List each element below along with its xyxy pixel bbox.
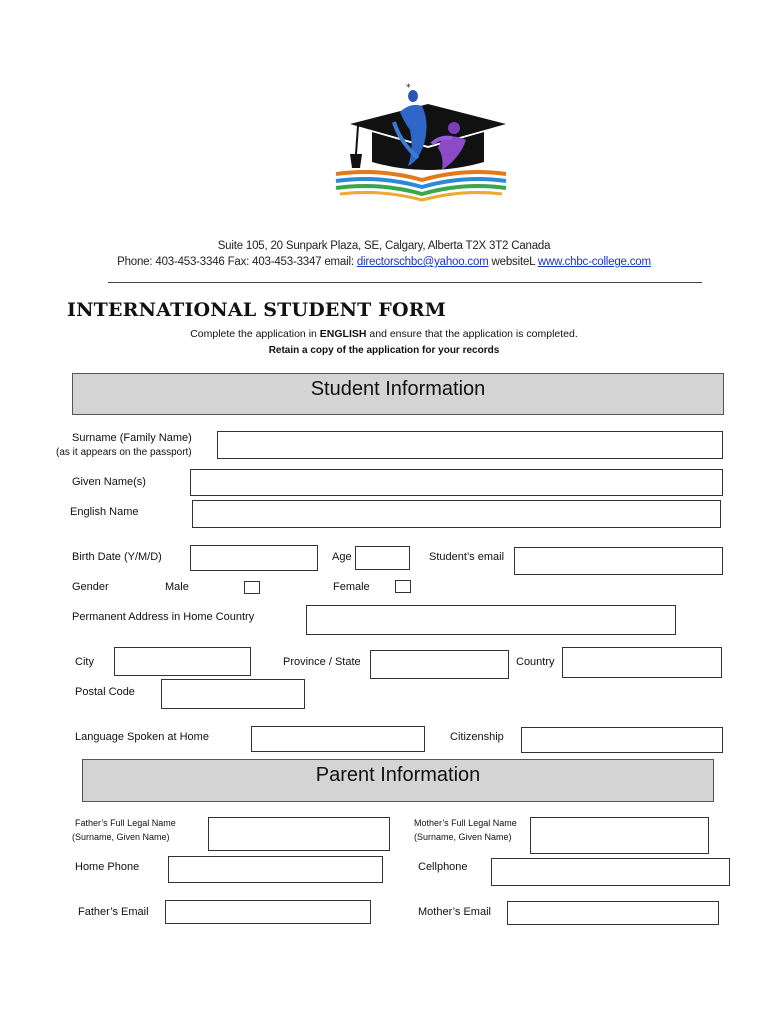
cellphone-label: Cellphone [418,861,468,873]
country-label: Country [516,656,555,668]
postal-code-field[interactable] [161,679,305,709]
permanent-address-label: Permanent Address in Home Country [72,611,255,623]
father-name-label: Father’s Full Legal Name [75,818,176,828]
english-name-field[interactable] [192,500,721,528]
surname-field[interactable] [217,431,723,459]
female-checkbox[interactable] [395,580,411,593]
city-label: City [75,656,94,668]
language-label: Language Spoken at Home [75,731,209,743]
birth-date-field[interactable] [190,545,318,571]
contact-line [0,256,768,268]
given-name-label: Given Name(s) [72,476,146,488]
given-name-field[interactable] [190,469,723,496]
mother-name-note: (Surname, Given Name) [414,832,512,842]
svg-text:*: * [406,83,411,93]
english-name-label: English Name [70,506,139,518]
form-title: INTERNATIONAL STUDENT FORM [67,299,446,321]
province-state-field[interactable] [370,650,509,679]
citizenship-label: Citizenship [450,731,504,743]
age-field[interactable] [355,546,410,570]
father-email-field[interactable] [165,900,371,924]
male-checkbox[interactable] [244,581,260,594]
retain-note: Retain a copy of the application for your records [268,345,500,356]
gender-label: Gender [72,581,109,593]
instruction-pre: Complete the application in [190,328,320,340]
father-name-field[interactable] [208,817,390,851]
phone-fax-text: Phone: 403-453-3346 Fax: 403-453-3347 email: [117,256,357,268]
province-state-label: Province / State [283,656,361,668]
female-label: Female [333,581,370,593]
instruction-text [0,328,768,340]
age-label: Age [332,551,352,563]
instruction-bold: ENGLISH [319,328,367,340]
student-email-label: Student’s email [429,551,505,563]
website-link[interactable]: www.chbc-college.com [537,256,651,268]
cellphone-field[interactable] [491,858,730,886]
surname-label: Surname (Family Name) [72,432,192,444]
address-line: Suite 105, 20 Sunpark Plaza, SE, Calgary, Alberta T2X 3T2 Canada [217,240,551,252]
permanent-address-field[interactable] [306,605,676,635]
surname-note: (as it appears on the passport) [56,447,192,458]
email-link[interactable]: directorschbc@yahoo.com [356,256,489,268]
parent-information-heading: Parent Information [82,759,714,802]
student-information-heading: Student Information [72,373,724,415]
postal-code-label: Postal Code [75,686,135,698]
mother-name-label: Mother’s Full Legal Name [414,818,517,828]
language-field[interactable] [251,726,425,752]
website-label: websiteL [488,256,538,268]
home-phone-field[interactable] [168,856,383,883]
student-email-field[interactable] [514,547,723,575]
header-divider [108,282,702,283]
mother-email-field[interactable] [507,901,719,925]
country-field[interactable] [562,647,722,678]
home-phone-label: Home Phone [75,861,140,873]
mother-name-field[interactable] [530,817,709,854]
male-label: Male [165,581,189,593]
citizenship-field[interactable] [521,727,723,753]
father-email-label: Father’s Email [78,906,149,918]
college-logo [330,82,512,204]
birth-date-label: Birth Date (Y/M/D) [72,551,162,563]
city-field[interactable] [114,647,251,676]
instruction-post: and ensure that the application is completed. [366,328,578,340]
father-name-note: (Surname, Given Name) [72,832,170,842]
mother-email-label: Mother’s Email [418,906,491,918]
